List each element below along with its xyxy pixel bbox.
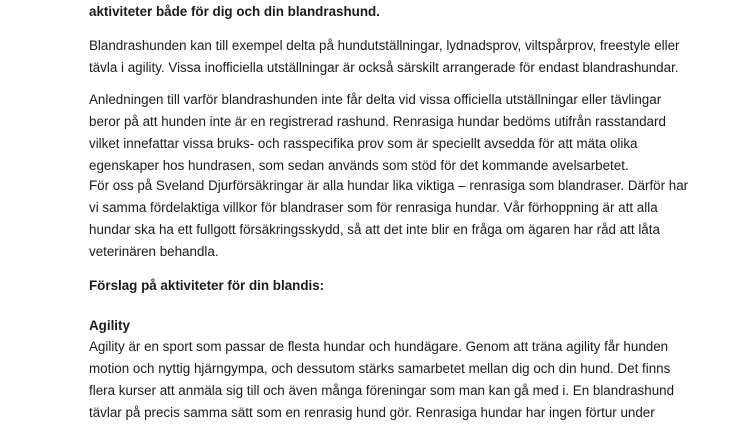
text-line: Anledningen till varför blandrashunden inte får delta vid vissa officiella utställningar eller tävlingar [89,92,662,107]
text-line: För oss på Sveland Djurförsäkringar är alla hundar lika viktiga – renrasiga som blandraser. Därför har [89,178,689,193]
text-line: Förslag på aktiviteter för din blandis: [89,278,325,293]
text-line: egenskaper hos hundrasen, som sedan används som stöd för det kommande avelsarbetet. [89,157,629,173]
text-line: hundar ska ha ett fullgott försäkringsskydd, så att det inte blir en fråga om ägaren har råd att låta [89,221,660,237]
activities-heading [89,275,689,297]
text-line: flera kurser att anmäla sig till och även många föreningar som man kan gå med i. En blandrashund [89,382,675,398]
text-line: tävlar på precis samma sätt som en renrasig hund gör. Renrasiga hundar har ingen förtur under [89,404,655,420]
text-line: Agility är en sport som passar de flesta hundar och hundägare. Genom att träna agility får hunden [89,339,669,354]
intro-heading-tail [89,1,689,23]
text-line: tävla i agility. Vissa inofficiella utställningar är också särskilt arrangerade för endast blandrashundar. [89,59,679,75]
text-line: beror på att hunden inte är en registrerad rashund. Renrasiga hundar bedöms utifrån rasstandard [89,113,666,129]
text-line: vilket innefattar vissa bruks- och rasspecifika prov som är speciellt avsedda för att mäta olika [89,135,638,151]
text-line: motion och nyttig hjärngympa, och dessutom stärks samarbetet mellan dig och din hund. Det finns [89,360,671,376]
text-line: Agility [89,318,130,333]
paragraph-reason [89,89,689,177]
paragraph-agility [89,336,689,424]
paragraph-sveland [89,175,689,263]
text-line: aktiviteter både för dig och din blandrashund. [89,4,380,19]
text-line: veterinären behandla. [89,243,219,259]
paragraph-events [89,35,689,79]
text-line: Blandrashunden kan till exempel delta på hundutställningar, lydnadsprov, viltspårprov, freestyle eller [89,38,680,53]
agility-heading [89,315,689,337]
text-line: vi samma fördelaktiga villkor för blandraser som för renrasiga hundar. Vår förhoppning är att alla [89,199,658,215]
